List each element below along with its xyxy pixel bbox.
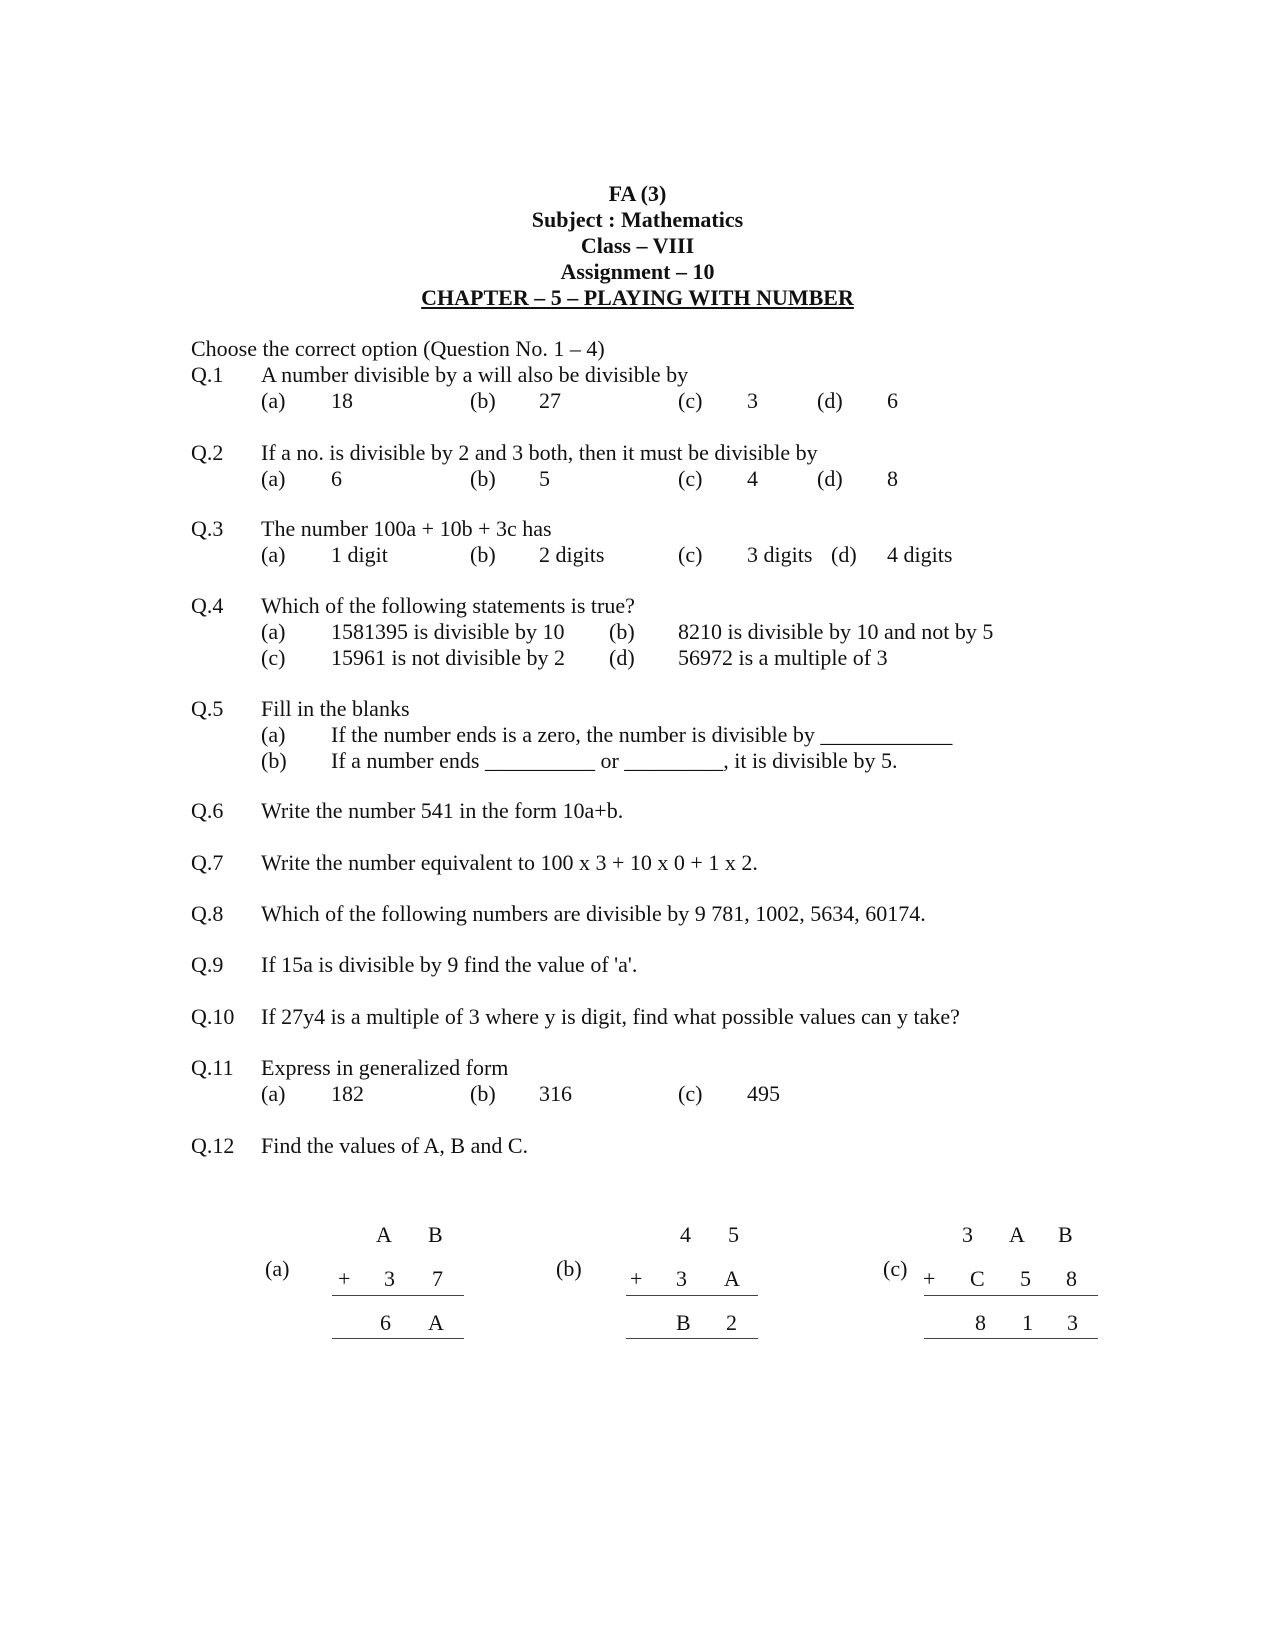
digit: 7 [432, 1266, 443, 1291]
plus-sign: + [630, 1266, 643, 1291]
digit: 3 [1067, 1310, 1078, 1335]
problem-label: (b) [556, 1256, 582, 1281]
digit: C [970, 1266, 985, 1291]
question-text: Express in generalized form [261, 1055, 509, 1080]
header-class: Class – VIII [580, 233, 695, 258]
option-label-a: (a) [261, 388, 286, 413]
question-number: Q.4 [191, 593, 224, 618]
blank-a: If the number ends is a zero, the number is divisible by ____________ [331, 722, 953, 747]
option-c: 3 digits [747, 542, 813, 567]
option-label-a: (a) [261, 466, 286, 491]
result-line [626, 1338, 758, 1339]
question-number: Q.12 [191, 1133, 235, 1158]
option-b: 316 [539, 1081, 572, 1106]
option-label-b: (b) [261, 748, 287, 773]
question-text: The number 100a + 10b + 3c has [261, 516, 552, 541]
option-label-c: (c) [678, 466, 703, 491]
digit: 4 [680, 1222, 691, 1247]
option-label-d: (d) [817, 466, 843, 491]
option-c: 3 [747, 388, 758, 413]
question-text: A number divisible by a will also be divisible by [261, 362, 689, 387]
option-label-c: (c) [678, 542, 703, 567]
option-b: 8210 is divisible by 10 and not by 5 [678, 619, 994, 644]
option-c: 15961 is not divisible by 2 [331, 645, 566, 670]
option-label-c: (c) [678, 388, 703, 413]
question-number: Q.5 [191, 696, 224, 721]
blank-b: If a number ends __________ or _________, it is divisible by 5. [331, 748, 898, 773]
instruction-text: Choose the correct option (Question No. 1 – 4) [191, 336, 605, 361]
question-number: Q.1 [191, 362, 224, 387]
option-label-a: (a) [261, 722, 286, 747]
option-c: 495 [747, 1081, 780, 1106]
question-text: Write the number equivalent to 100 x 3 + 10 x 0 + 1 x 2. [261, 850, 758, 875]
question-text: Which of the following numbers are divisible by 9 781, 1002, 5634, 60174. [261, 901, 926, 926]
header-title: FA (3) [608, 181, 667, 206]
question-text: If 15a is divisible by 9 find the value of 'a'. [261, 952, 638, 977]
option-a: 1 digit [331, 542, 388, 567]
option-d: 56972 is a multiple of 3 [678, 645, 888, 670]
header-chapter: CHAPTER – 5 – PLAYING WITH NUMBER [421, 285, 854, 310]
option-label-d: (d) [817, 388, 843, 413]
question-text: Fill in the blanks [261, 696, 410, 721]
digit: 3 [962, 1222, 973, 1247]
question-number: Q.6 [191, 798, 224, 823]
option-label-d: (d) [609, 645, 635, 670]
sum-line [332, 1295, 464, 1296]
digit: 5 [1020, 1266, 1031, 1291]
option-b: 2 digits [539, 542, 605, 567]
digit: 1 [1022, 1310, 1033, 1335]
digit: A [724, 1266, 740, 1291]
result-line [924, 1338, 1098, 1339]
question-number: Q.10 [191, 1004, 235, 1029]
question-text: Which of the following statements is true? [261, 593, 635, 618]
plus-sign: + [338, 1266, 351, 1291]
result-line [332, 1338, 464, 1339]
digit: B [1058, 1222, 1073, 1247]
header-subject: Subject : Mathematics [531, 207, 744, 232]
option-label-b: (b) [470, 1081, 496, 1106]
question-text: If a no. is divisible by 2 and 3 both, then it must be divisible by [261, 440, 818, 465]
digit: A [376, 1222, 392, 1247]
option-d: 8 [887, 466, 898, 491]
header-assignment: Assignment – 10 [560, 259, 715, 284]
option-label-b: (b) [470, 466, 496, 491]
digit: A [1009, 1222, 1025, 1247]
question-number: Q.7 [191, 850, 224, 875]
question-number: Q.11 [191, 1055, 234, 1080]
option-label-b: (b) [470, 542, 496, 567]
digit: 6 [380, 1310, 391, 1335]
option-label-b: (b) [609, 619, 635, 644]
question-number: Q.8 [191, 901, 224, 926]
option-d: 4 digits [887, 542, 953, 567]
question-number: Q.9 [191, 952, 224, 977]
option-a: 1581395 is divisible by 10 [331, 619, 565, 644]
option-b: 27 [539, 388, 561, 413]
plus-sign: + [923, 1266, 936, 1291]
problem-label: (c) [883, 1256, 908, 1281]
problem-label: (a) [265, 1256, 290, 1281]
option-label-c: (c) [678, 1081, 703, 1106]
digit: 2 [726, 1310, 737, 1335]
digit: 8 [1066, 1266, 1077, 1291]
option-label-a: (a) [261, 542, 286, 567]
option-label-b: (b) [470, 388, 496, 413]
option-label-a: (a) [261, 1081, 286, 1106]
option-label-a: (a) [261, 619, 286, 644]
option-a: 18 [331, 388, 353, 413]
digit: 3 [384, 1266, 395, 1291]
option-b: 5 [539, 466, 550, 491]
option-a: 6 [331, 466, 342, 491]
question-number: Q.2 [191, 440, 224, 465]
option-a: 182 [331, 1081, 364, 1106]
digit: 3 [676, 1266, 687, 1291]
question-text: Find the values of A, B and C. [261, 1133, 529, 1158]
digit: B [428, 1222, 443, 1247]
option-d: 6 [887, 388, 898, 413]
option-label-c: (c) [261, 645, 286, 670]
option-label-d: (d) [831, 542, 857, 567]
digit: B [676, 1310, 691, 1335]
option-c: 4 [747, 466, 758, 491]
sum-line [924, 1295, 1098, 1296]
sum-line [626, 1295, 758, 1296]
digit: A [428, 1310, 444, 1335]
question-text: If 27y4 is a multiple of 3 where y is digit, find what possible values can y take? [261, 1004, 960, 1029]
digit: 5 [728, 1222, 739, 1247]
digit: 8 [975, 1310, 986, 1335]
question-number: Q.3 [191, 516, 224, 541]
question-text: Write the number 541 in the form 10a+b. [261, 798, 624, 823]
